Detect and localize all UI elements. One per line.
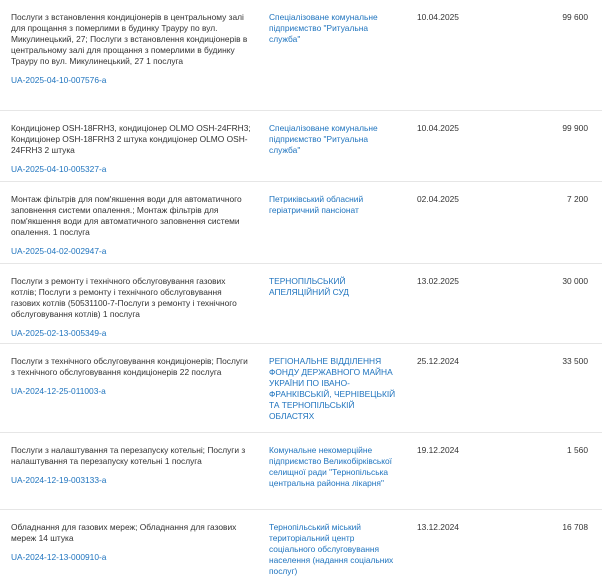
- tender-row: [0, 344, 602, 433]
- buyer-link[interactable]: Тернопільський міський територіальний центр соціального обслуговування населення (надання соціальних послуг): [269, 522, 394, 576]
- tender-description: Послуги з ремонту і технічного обслуговування газових котлів; Послуги з ремонту і технічного обслуговування газових котлів (50531100-7-Послуги з ремонту і технічного обслуговування котлів) 1 послуга: [11, 276, 237, 319]
- tender-date: 10.04.2025: [417, 12, 459, 22]
- tender-amount: 33 500: [562, 356, 588, 366]
- tender-amount: 1 560: [567, 445, 588, 455]
- tender-date: 19.12.2024: [417, 445, 459, 455]
- tender-row: [0, 510, 602, 583]
- tender-row: [0, 264, 602, 344]
- tender-id-link[interactable]: UA-2025-04-02-002947-a: [11, 246, 107, 256]
- buyer-link[interactable]: Петриківський обласний геріатричний пансіонат: [269, 194, 364, 215]
- tender-description: Обладнання для газових мереж; Обладнання для газових мереж 14 штука: [11, 522, 237, 543]
- tender-description: Послуги з встановлення кондиціонерів в центральному залі для прощання з померлими в будинку Трауру по вул. Микулинецький, 27; Послуги з встановлення кондиціонерів в центральному залі для прощання з померлими в будинку Трауру по вул. Микулинецький, 27 1 послуга: [11, 12, 248, 66]
- tender-id-link[interactable]: UA-2024-12-13-000910-a: [11, 552, 107, 562]
- tender-id-link[interactable]: UA-2024-12-25-011003-a: [11, 386, 106, 396]
- buyer-link[interactable]: ТЕРНОПІЛЬСЬКИЙ АПЕЛЯЦІЙНИЙ СУД: [269, 276, 349, 297]
- tender-description-cell: [11, 445, 253, 486]
- tender-row: [0, 0, 602, 111]
- tender-id-link[interactable]: UA-2024-12-19-003133-a: [11, 475, 107, 485]
- tender-amount: 16 708: [562, 522, 588, 532]
- tender-id-link[interactable]: UA-2025-04-10-007576-a: [11, 75, 107, 85]
- buyer-link[interactable]: Спеціалізоване комунальне підприємство "Ритуальна служба": [269, 123, 378, 155]
- tender-amount: 7 200: [567, 194, 588, 204]
- tender-description: Послуги з технічного обслуговування кондиціонерів; Послуги з технічного обслуговування кондиціонерів 22 послуга: [11, 356, 248, 377]
- buyer-link[interactable]: Комунальне некомерційне підприємство Великобірківської селищної ради "Тернопільська центральна районна лікарня": [269, 445, 392, 488]
- tender-description-cell: [11, 12, 253, 86]
- tender-date: 13.12.2024: [417, 522, 459, 532]
- tender-description: Кондиціонер OSH-18FRH3, кондиціонер OLMO OSH-24FRH3; Кондиціонер OSH-18FRH3 2 штука кондиціонер OLMO OSH-24FRH3 2 штука: [11, 123, 251, 155]
- tender-date: 13.02.2025: [417, 276, 459, 286]
- tender-description: Послуги з налаштування та перезапуску котельні; Послуги з налаштування та перезапуску котельні 1 послуга: [11, 445, 246, 466]
- tender-amount: 99 900: [562, 123, 588, 133]
- tender-id-link[interactable]: UA-2025-04-10-005327-a: [11, 164, 107, 174]
- tender-date: 02.04.2025: [417, 194, 459, 204]
- tender-date: 25.12.2024: [417, 356, 459, 366]
- tender-date: 10.04.2025: [417, 123, 459, 133]
- tender-description: Монтаж фільтрів для пом'якшення води для автоматичного заповнення системи опалення.; Монтаж фільтрів для пом'якшення води для автоматичного заповнення системи опалення. 1 послуга: [11, 194, 242, 237]
- tender-description-cell: [11, 276, 253, 339]
- tender-description-cell: [11, 356, 253, 397]
- tender-row: [0, 111, 602, 182]
- tender-row: [0, 182, 602, 264]
- tender-amount: 99 600: [562, 12, 588, 22]
- buyer-link[interactable]: Спеціалізоване комунальне підприємство "Ритуальна служба": [269, 12, 378, 44]
- tender-id-link[interactable]: UA-2025-02-13-005349-a: [11, 328, 107, 338]
- tender-row: [0, 433, 602, 510]
- tender-description-cell: [11, 522, 253, 563]
- tender-description-cell: [11, 123, 253, 175]
- tender-description-cell: [11, 194, 253, 257]
- tender-amount: 30 000: [562, 276, 588, 286]
- buyer-link[interactable]: РЕГІОНАЛЬНЕ ВІДДІЛЕННЯ ФОНДУ ДЕРЖАВНОГО МАЙНА УКРАЇНИ ПО ІВАНО-ФРАНКІВСЬКІЙ, ЧЕРНІВЕЦЬКІЙ ТА ТЕРНОПІЛЬСЬКІЙ ОБЛАСТЯХ: [269, 356, 396, 421]
